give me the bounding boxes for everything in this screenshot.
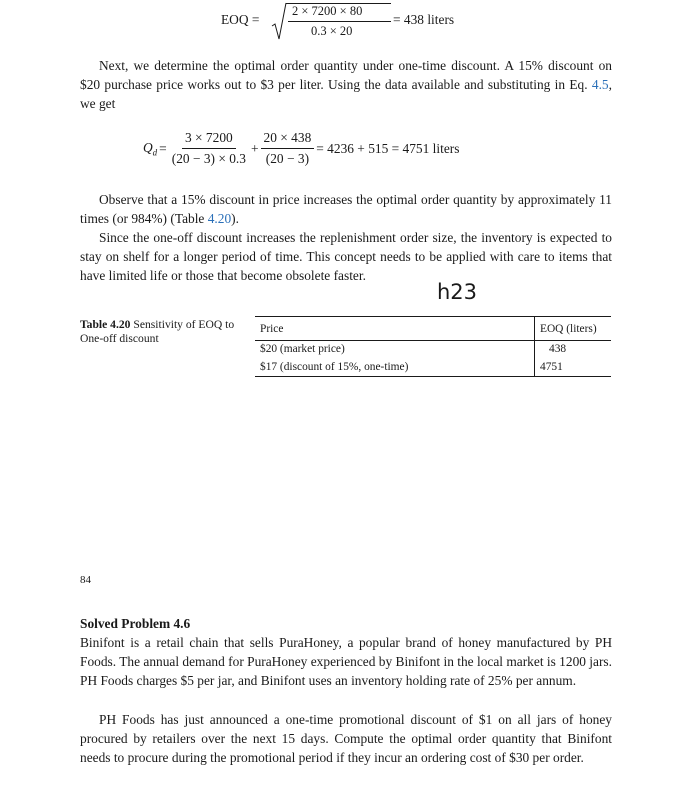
paragraph-observation: Observe that a 15% discount in price increases the optimal order quantity by approximately 11 times (or 984%) (Table 4.20). bbox=[80, 192, 612, 227]
handwritten-note: h23 bbox=[437, 280, 478, 304]
table-cell-eoq-row2: 4751 bbox=[540, 361, 563, 373]
paragraph-shelf-life: Since the one-off discount increases the replenishment order size, the inventory is expected to stay on shelf for a longer period of time. This concept needs to be applied with care to items that have limited life or those that become obsolete faster. bbox=[80, 230, 612, 284]
table-cell-price-row1: $20 (market price) bbox=[260, 343, 345, 355]
table-reference-link[interactable]: 4.20 bbox=[207, 211, 232, 227]
eoq-denominator: 0.3 × 20 bbox=[311, 24, 353, 38]
table-header-price: Price bbox=[260, 323, 284, 335]
sqrt-sign-icon bbox=[271, 2, 287, 42]
page-number: 84 bbox=[80, 574, 91, 586]
solved-problem-paragraph-2: PH Foods has just announced a one-time promotional discount of $1 on all jars of honey procured by retailers over the next 15 days. Compute the optimal order quantity that Binifont needs to procure during the promotional period if they incur an ordering cost of $30 per order. bbox=[80, 712, 612, 766]
table-header-eoq: EOQ (liters) bbox=[540, 323, 597, 335]
eoq-result: = 438 liters bbox=[393, 12, 455, 27]
qd-equation: $Q_d$ = $\frac{3 \times 7200}{(20 - 3) \times 0.3}$ + $\frac{20 \times 438}{(20 - 3)}$ = 4236 + 515 = 4751 liters bbox=[143, 130, 460, 166]
table-cell-eoq-row1: 438 bbox=[549, 343, 567, 355]
qd-result: = 4236 + 515 = 4751 liters bbox=[316, 140, 460, 156]
equation-reference-link[interactable]: 4.5 bbox=[591, 77, 609, 93]
paragraph-discount-intro: Next, we determine the optimal order quantity under one-time discount. A 15% discount on $20 purchase price works out to $3 per liter. Using the data available and substituting in Eq. 4.5, we get bbox=[80, 58, 612, 112]
qd-fraction-2: $\frac{20 \times 438}{(20 - 3)}$ bbox=[261, 130, 315, 167]
eoq-numerator: 2 × 7200 × 80 bbox=[292, 4, 363, 18]
table-caption: Table 4.20 Sensitivity of EOQ to One-off discount bbox=[80, 318, 235, 345]
eoq-lhs: EOQ = bbox=[221, 12, 260, 27]
solved-problem-paragraph-1: Binifont is a retail chain that sells PuraHoney, a popular brand of honey manufactured by PH Foods. The annual demand for PuraHoney experienced by Binifont in the local market is 1200 jars. PH Foods charges $5 per jar, and Binifont uses an inventory holding rate of 25% per annum. bbox=[80, 635, 612, 689]
solved-problem-title: Solved Problem 4.6 bbox=[80, 616, 191, 631]
qd-symbol: $Q_d$ bbox=[143, 139, 158, 158]
table-cell-price-row2: $17 (discount of 15%, one-time) bbox=[260, 361, 409, 373]
qd-fraction-1: $\frac{3 \times 7200}{(20 - 3) \times 0.3}$ bbox=[171, 130, 246, 166]
